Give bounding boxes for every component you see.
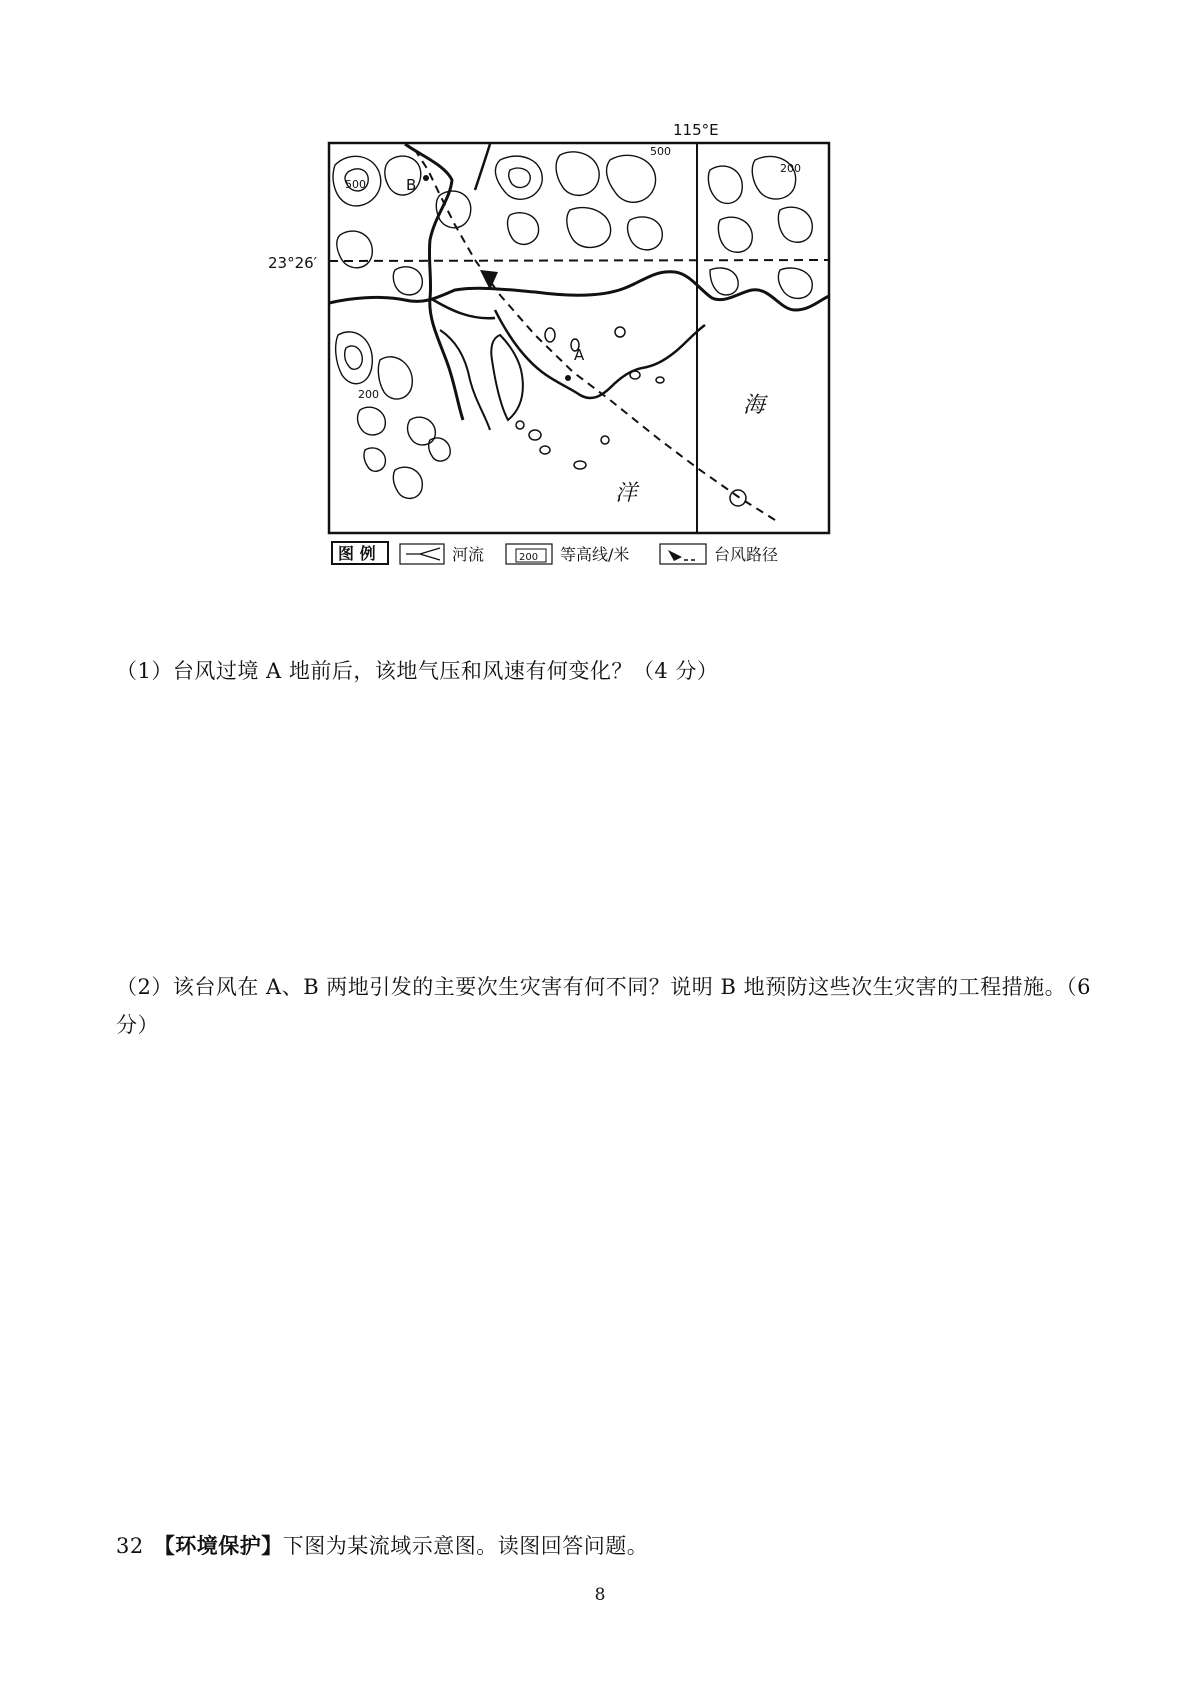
sea-label-hai: 海 bbox=[743, 393, 766, 418]
bay-coastline bbox=[495, 310, 705, 398]
contour-lines bbox=[333, 152, 812, 499]
map-legend bbox=[332, 542, 778, 564]
point-a-label: A bbox=[574, 346, 585, 364]
question-32-tag: 【环境保护】 bbox=[153, 1534, 283, 1558]
legend-title: 图 例 bbox=[338, 544, 376, 563]
page-number: 8 bbox=[594, 1585, 606, 1605]
longitude-label: 115°E bbox=[673, 121, 719, 139]
typhoon-map-figure bbox=[268, 120, 920, 620]
river-tributary-1 bbox=[475, 144, 490, 190]
contour-label-200: 200 bbox=[780, 162, 801, 175]
point-b-marker bbox=[423, 175, 429, 181]
typhoon-symbol bbox=[730, 490, 746, 506]
map-svg bbox=[268, 120, 920, 620]
point-b-label: B bbox=[406, 176, 417, 194]
contour-label-500-b: 500 bbox=[345, 178, 366, 191]
legend-contour-sample: 200 bbox=[519, 552, 539, 563]
question-32-number: 32 bbox=[116, 1534, 144, 1558]
question-2: （2）该台风在 A、B 两地引发的主要次生灾害有何不同？说明 B 地预防这些次生灾害的工程措施。（6 分） bbox=[116, 975, 1091, 1037]
legend-typhoon-box bbox=[660, 544, 706, 564]
question-32-text: 下图为某流域示意图。读图回答问题。 bbox=[282, 1534, 649, 1558]
point-a-marker bbox=[565, 375, 571, 381]
question-1: （1）台风过境 A 地前后，该地气压和风速有何变化？（4 分） bbox=[116, 659, 719, 683]
tropic-of-cancer-line bbox=[329, 260, 829, 261]
coastline bbox=[329, 272, 829, 310]
legend-typhoon-label: 台风路径 bbox=[714, 545, 779, 564]
legend-river-label: 河流 bbox=[452, 545, 485, 564]
sea-label-yang: 洋 bbox=[615, 481, 638, 506]
typhoon-legend-icon bbox=[668, 550, 682, 561]
typhoon-path bbox=[415, 150, 775, 520]
question-32 bbox=[116, 1527, 1096, 1565]
map-frame bbox=[329, 143, 829, 533]
river-tributary-3 bbox=[440, 330, 490, 430]
contour-label-200-b: 200 bbox=[358, 388, 379, 401]
legend-contour-label: 等高线/米 bbox=[560, 545, 630, 564]
contour-label-500: 500 bbox=[650, 145, 671, 158]
latitude-label: 23°26′ bbox=[268, 254, 318, 272]
river-legend-icon bbox=[406, 548, 440, 560]
river-tributary-2 bbox=[430, 298, 495, 318]
